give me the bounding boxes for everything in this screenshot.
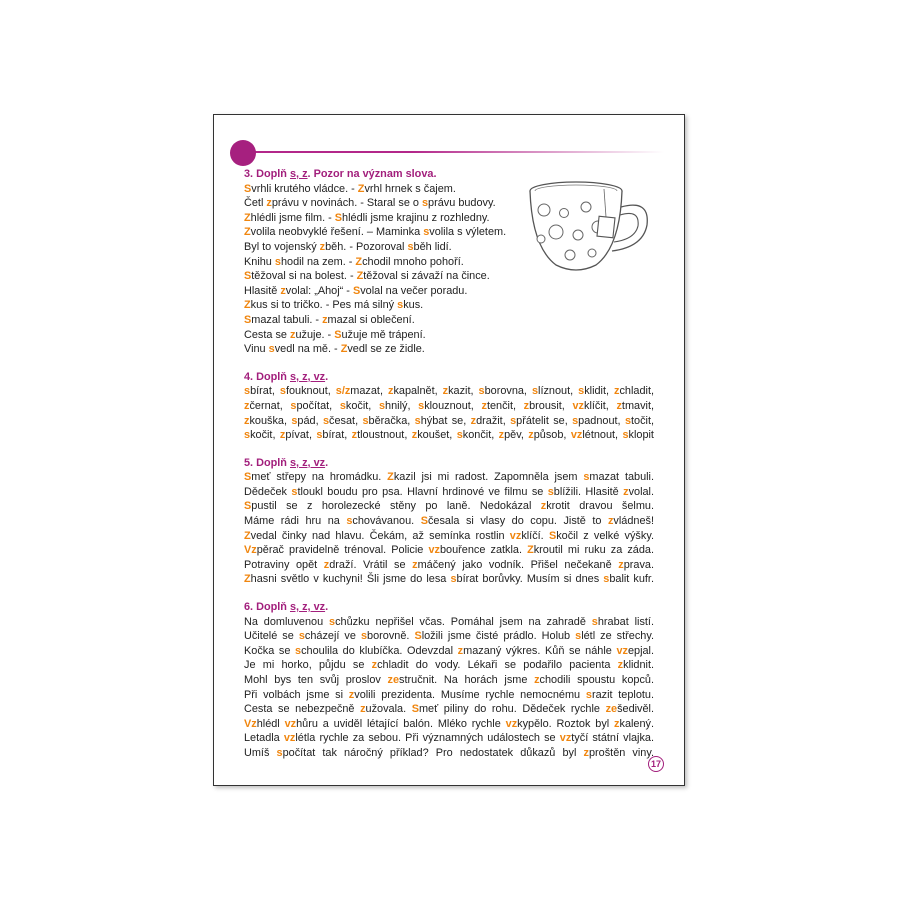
text-line: Spustil se z horolezecké stěny po laně. Nedokázal zkrotit dravou šelmu. [244,500,654,513]
filled-letter: s [268,343,275,356]
heading-letters: s, z, vz [289,456,326,469]
filled-letter: Z [244,529,251,542]
text-line: Svrhli krutého vládce. - Zvrhl hrnek s čajem. [244,182,456,195]
filled-letter: s [624,414,631,427]
exercise-3-lines [244,182,524,357]
filled-letter: Z [527,544,534,557]
filled-letter: z [360,703,366,716]
exercise-4-heading [244,370,654,385]
filled-letter: vz [616,644,628,657]
exercise-5-heading [244,456,654,471]
text-line: Dědeček stloukl boudu pro psa. Hlavní hrdinové ve filmu se sblížili. Hlasitě zvolal. [244,485,654,498]
heading-text: 3. Doplň [244,168,290,180]
heading-text: . [325,370,329,383]
filled-letter: Z [357,182,365,195]
page-number: 17 [648,756,664,772]
exercise-5-lines [244,470,654,587]
filled-letter: z [470,414,477,427]
filled-letter: s [421,197,429,210]
filled-letter: s [291,414,298,427]
filled-letter: s [585,688,592,701]
filled-letter: s [547,485,554,498]
filled-letter: z [498,429,505,442]
filled-letter: s [418,399,425,412]
filled-letter: S [414,630,422,643]
text-line: Zvolila neobvyklé řešení. – Maminka svolila s výletem. [244,226,507,239]
text-line: Mohl bys ten svůj proslov zestručnit. Na horách jsme zchodili spoustu kopců. [244,674,654,686]
filled-letter: z [442,385,449,398]
text-line: Při volbách jsme si zvolili prezidenta. Musíme rychle nemocnému srazit teplotu. [244,688,655,701]
filled-letter: S [244,270,252,283]
text-line: Stěžoval si na bolest. - Ztěžoval si závaží na čince. [244,270,490,283]
filled-letter: s [346,515,353,528]
exercise-3-heading [244,167,654,182]
filled-letter: s [322,414,330,427]
filled-letter: s [591,615,598,628]
text-line: Byl to vojenský zběh. - Pozoroval sběh lidí. [244,240,452,253]
filled-letter: s [244,429,251,442]
filled-letter: z [614,717,620,730]
filled-letter: z [244,414,250,427]
filled-letter: z [457,644,464,657]
text-line: Vinu svedl na mě. - Zvedl se ze židle. [244,343,425,356]
header-gradient-line [244,151,664,153]
filled-letter: s [316,429,323,442]
filled-letter: z [279,429,286,442]
filled-letter: z [616,399,622,412]
filled-letter: s [578,385,585,398]
heading-text: . Pozor na význam slova. [307,168,437,180]
text-line: Umíš spočítat tak náročný příklad? Pro nedostatek důkazů byl zproštěn viny. [244,746,655,759]
exercise-3 [244,167,654,357]
filled-letter: S [244,313,252,326]
filled-letter: ze [605,703,618,716]
text-line: Kočka se schoulila do klubíčka. Odevzdal zmazaný výkres. Kůň se náhle vzepjal. [244,644,654,657]
text-line: sbírat, sfouknout, s/zmazat, zkapalnět, zkazit, sborovna, slíznout, sklidit, zchladit, [244,385,654,398]
filled-letter: Z [244,211,251,224]
filled-letter: z [528,429,534,442]
filled-letter: s [244,385,251,398]
text-line: Četl zprávu v novinách. - Staral se o správu budovy. [244,197,496,210]
filled-letter: s [456,429,463,442]
exercise-4-rows [244,384,654,442]
filled-letter: z [534,674,540,686]
filled-letter: s [510,414,517,427]
filled-letter: vz [572,399,584,412]
text-line: zkouška, spád, sčesat, sběračka, shýbat se, zdražit, spřátelit se, spadnout, stočit, [244,414,654,427]
filled-letter: vz [570,429,583,442]
text-line: Je mi horko, půjdu se zchladit do vody. Lékaři se podařilo pacienta zklidnit. [244,659,654,672]
filled-letter: z [614,385,620,398]
filled-letter: s [329,615,336,628]
filled-letter: z [280,284,286,297]
filled-letter: S [411,703,419,716]
text-line: Smazal tabuli. - zmazal si oblečení. [244,313,415,326]
text-line: Učitelé se scházejí ve sborovně. Složili jsme čisté prádlo. Holub slétl ze střechy. [244,630,654,643]
heading-letters: s, z, vz [289,370,326,383]
filled-letter: s [362,414,369,427]
text-line: Zhlédli jsme film. - Shlédli jsme krajinu z rozhledny. [244,211,490,224]
text-line: Knihu shodil na zem. - Zchodil mnoho pohoří. [244,255,464,268]
text-line: Vzhlédl vzhůru a uviděl létající balón. Mléko rychle vzkypělo. Roztok byl zkalený. [244,717,655,730]
filled-letter: vz [505,717,518,730]
header-dot-icon [230,140,256,166]
heading-text: 6. Doplň [244,601,290,614]
text-line: Smeť střepy na hromádku. Zkazil jsi mi radost. Zapomněla jsem smazat tabuli. [244,471,655,484]
filled-letter: s [450,573,457,586]
heading-letters: s, z [289,168,308,180]
filled-letter: S [352,284,361,297]
filled-letter: s [423,226,430,239]
filled-letter: S [334,328,342,341]
text-line: Na domluvenou schůzku nepřišel včas. Pomáhal jsem na zahradě shrabat listí. [244,615,654,628]
heading-letters: s, z, vz [289,601,326,614]
filled-letter: s [603,573,610,586]
filled-letter: z [411,429,418,442]
filled-letter: s [583,471,590,484]
filled-letter: Vz [244,717,257,730]
filled-letter: s [572,414,579,427]
heading-text: 4. Doplň [244,370,290,383]
filled-letter: s [378,399,386,412]
filled-letter: s [397,299,404,312]
filled-letter: z [351,429,358,442]
exercise-content [244,167,654,774]
filled-letter: s [298,630,305,643]
filled-letter: z [540,500,547,513]
filled-letter: s [478,385,485,398]
filled-letter: S [334,211,343,224]
filled-letter: s [276,746,283,759]
text-line: Potraviny opět zdraží. Vrátil se zmáčený jako vodník. Přišel nečekaně zprava. [244,558,654,571]
filled-letter: Z [340,343,348,356]
filled-letter: z [387,385,394,398]
filled-letter: s [295,644,302,657]
filled-letter: Z [355,255,363,268]
filled-letter: vz [284,717,297,730]
heading-text: . [325,456,329,469]
filled-letter: z [290,328,296,341]
text-line: Zvedal činky nad hlavu. Čekám, až semínka rostlin vzklíčí. Skočil z velké výšky. [244,529,654,542]
heading-text: 5. Doplň [244,456,290,469]
workbook-page [213,114,685,786]
filled-letter: s [575,630,582,643]
filled-letter: s [360,630,368,643]
text-line: Cesta se nebezpečně zužovala. Smeť piliny do rohu. Dědeček rychle zešedivěl. [244,703,655,716]
filled-letter: S [548,529,557,542]
exercise-4 [244,370,654,443]
text-line: Zhasni světlo v kuchyni! Šli jsme do lesa sbírat borůvky. Musím si dnes sbalit kufr. [244,573,654,586]
exercise-6 [244,600,654,761]
filled-letter: z [266,197,272,210]
filled-letter: S [244,500,252,513]
filled-letter: S [244,471,252,484]
filled-letter: z [412,558,418,571]
filled-letter: Z [244,573,251,586]
filled-letter: vz [509,529,522,542]
filled-letter: S [244,182,252,195]
filled-letter: Z [244,299,251,312]
filled-letter: z [523,399,530,412]
filled-letter: s [531,385,539,398]
filled-letter: z [607,515,614,528]
filled-letter: z [323,558,330,571]
text-line: Hlasitě zvolal: „Ahoj“ - Svolal na večer poradu. [244,284,468,297]
text-line: Letadla vzlétla rychle za sebou. Při významných událostech se vztyčí státní vlajka. [244,732,655,745]
filled-letter: ze [387,674,400,686]
filled-letter: Z [356,270,364,283]
text-line: Vzpěrač pravidelně trénoval. Policie vzbouřence zatkla. Zkroutil mi ruku za záda. [244,544,654,557]
exercise-6-lines [244,615,654,761]
filled-letter: s/z [335,385,351,398]
filled-letter: s [407,240,414,253]
filled-letter: z [618,558,624,571]
filled-letter: z [348,688,355,701]
text-line: skočit, zpívat, sbírat, ztloustnout, zkoušet, skončit, zpěv, způsob, vzlétnout, sklopit [244,429,654,442]
text-line: Máme rádi hru na schovávanou. Sčesala si vlasy do copu. Jistě to zvládneš! [244,515,654,528]
exercise-5 [244,456,654,587]
filled-letter: s [279,385,286,398]
filled-letter: Z [244,226,251,239]
text-line: Cesta se zužuje. - Sužuje mě trápení. [244,328,426,341]
text-line: Zkus si to tričko. - Pes má silný skus. [244,299,424,312]
filled-letter: vz [559,732,572,745]
filled-letter: z [623,485,629,498]
filled-letter: s [274,255,281,268]
filled-letter: vz [428,544,440,557]
filled-letter: Z [387,471,394,484]
filled-letter: vz [283,732,296,745]
filled-letter: s [414,414,421,427]
filled-letter: S [420,515,428,528]
filled-letter: z [617,659,624,672]
filled-letter: s [291,485,298,498]
filled-letter: s [290,399,297,412]
filled-letter: z [244,399,250,412]
filled-letter: s [622,429,629,442]
filled-letter: Vz [244,544,257,557]
filled-letter: z [481,399,487,412]
filled-letter: z [371,659,378,672]
filled-letter: z [322,313,328,326]
exercise-6-heading [244,600,654,615]
filled-letter: z [319,240,326,253]
filled-letter: s [339,399,346,412]
heading-text: . [325,601,329,614]
text-line: zčernat, spočítat, skočit, shnilý, sklouznout, ztenčit, zbrousit, vzklíčit, ztmavit, [244,399,654,412]
filled-letter: z [583,746,589,759]
